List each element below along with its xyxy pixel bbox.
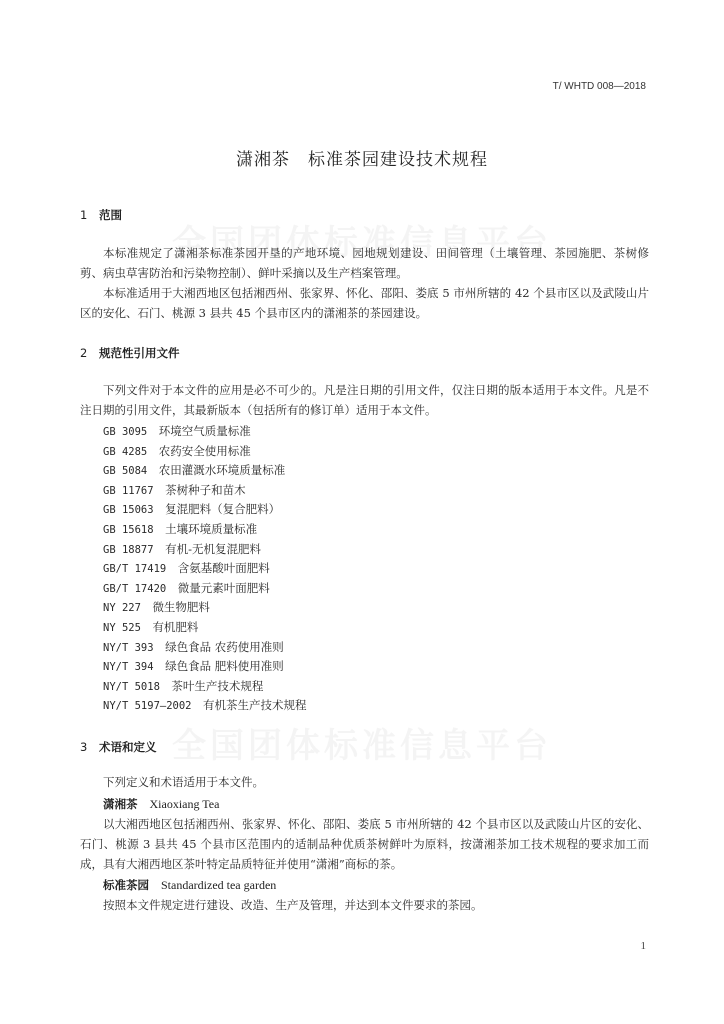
- section-1-title: 范围: [99, 208, 122, 222]
- reference-title: 绿色食品 农药使用准则: [165, 640, 284, 654]
- section-2-intro: 下列文件对于本文件的应用是必不可少的。凡是注日期的引用文件，仅注日期的版本适用于本文件。凡是不注日期的引用文件，其最新版本（包括所有的修订单）适用于本文件。: [80, 383, 649, 417]
- section-2-title: 规范性引用文件: [99, 346, 180, 360]
- section-1-paragraph-1: 本标准规定了潇湘茶标准茶园开垦的产地环境、园地规划建设、田间管理（土壤管理、茶园施肥、茶树修剪、病虫草害防治和污染物控制）、鲜叶采摘以及生产档案管理。: [80, 246, 649, 280]
- reference-title: 农田灌溉水环境质量标准: [158, 463, 286, 477]
- page-number: 1: [640, 940, 646, 952]
- reference-item: [103, 521, 257, 537]
- reference-title: 茶叶生产技术规程: [171, 679, 264, 693]
- reference-item: [103, 697, 307, 713]
- reference-title: 土壤环境质量标准: [165, 522, 258, 536]
- term-zh: 潇湘茶: [103, 797, 138, 811]
- reference-item: [103, 560, 270, 576]
- reference-code: NY 525: [103, 622, 141, 634]
- reference-title: 微生物肥料: [152, 600, 210, 614]
- reference-title: 有机茶生产技术规程: [203, 698, 307, 712]
- reference-code: GB 15063: [103, 504, 154, 516]
- reference-item: [103, 482, 246, 498]
- reference-code: GB 3095: [103, 426, 148, 438]
- reference-item: [103, 541, 261, 557]
- reference-item: [103, 678, 263, 694]
- section-3-heading: [80, 739, 157, 755]
- reference-item: [103, 619, 198, 635]
- reference-code: GB/T 17420: [103, 583, 167, 595]
- reference-title: 绿色食品 肥料使用准则: [165, 659, 284, 673]
- section-1-paragraph-2: 本标准适用于大湘西地区包括湘西州、张家界、怀化、邵阳、娄底 5 市州所辖的 42 个县市区以及武陵山片区的安化、石门、桃源 3 县共 45 个县市区内的潇湘茶的茶园建设。: [80, 286, 649, 320]
- reference-item: [103, 443, 251, 459]
- reference-code: NY/T 5197—2002: [103, 700, 192, 712]
- term-definition: 以大湘西地区包括湘西州、张家界、怀化、邵阳、娄底 5 市州所辖的 42 个县市区以及武陵山片区的安化、石门、桃源 3 县共 45 个县市区范围内的适制品种优质茶树鲜叶为原料，按潇湘茶加工技术规程的要求加工而成，具有大湘西地区茶叶特定品质特征并使用“潇湘”商标的茶。: [80, 817, 649, 871]
- reference-title: 茶树种子和苗木: [165, 483, 246, 497]
- reference-code: GB/T 17419: [103, 563, 167, 575]
- reference-item: [103, 462, 285, 478]
- reference-item: [103, 639, 284, 655]
- reference-title: 农药安全使用标准: [158, 444, 251, 458]
- reference-code: GB 18877: [103, 544, 154, 556]
- reference-item: [103, 501, 280, 517]
- reference-code: NY/T 393: [103, 642, 154, 654]
- section-3-number: 3: [80, 740, 88, 754]
- term-en: Standardized tea garden: [161, 878, 277, 892]
- reference-title: 含氨基酸叶面肥料: [177, 561, 270, 575]
- term-heading: [103, 877, 276, 893]
- reference-item: [103, 658, 284, 674]
- reference-title: 环境空气质量标准: [158, 424, 251, 438]
- term-en: Xiaoxiang Tea: [149, 797, 220, 811]
- section-3-intro: 下列定义和术语适用于本文件。: [103, 775, 264, 789]
- reference-title: 复混肥料（复合肥料）: [165, 502, 281, 516]
- section-3-title: 术语和定义: [99, 740, 157, 754]
- reference-item: [103, 580, 270, 596]
- document-code: T/ WHTD 008—2018: [552, 81, 646, 92]
- reference-code: NY/T 5018: [103, 681, 160, 693]
- section-2-heading: [80, 345, 180, 361]
- section-1-number: 1: [80, 208, 88, 222]
- reference-title: 微量元素叶面肥料: [177, 581, 270, 595]
- reference-code: GB 15618: [103, 524, 154, 536]
- section-1-heading: [80, 207, 122, 223]
- reference-title: 有机肥料: [152, 620, 199, 634]
- section-2-number: 2: [80, 346, 88, 360]
- reference-code: GB 4285: [103, 446, 148, 458]
- reference-code: GB 11767: [103, 485, 154, 497]
- reference-title: 有机-无机复混肥料: [165, 542, 261, 556]
- reference-code: NY 227: [103, 602, 141, 614]
- reference-code: NY/T 394: [103, 661, 154, 673]
- reference-item: [103, 599, 210, 615]
- term-heading: [103, 796, 219, 812]
- term-definition: 按照本文件规定进行建设、改造、生产及管理，并达到本文件要求的茶园。: [103, 898, 483, 912]
- reference-code: GB 5084: [103, 465, 148, 477]
- term-zh: 标准茶园: [103, 878, 149, 892]
- document-title: 潇湘茶 标准茶园建设技术规程: [236, 150, 488, 170]
- reference-item: [103, 423, 251, 439]
